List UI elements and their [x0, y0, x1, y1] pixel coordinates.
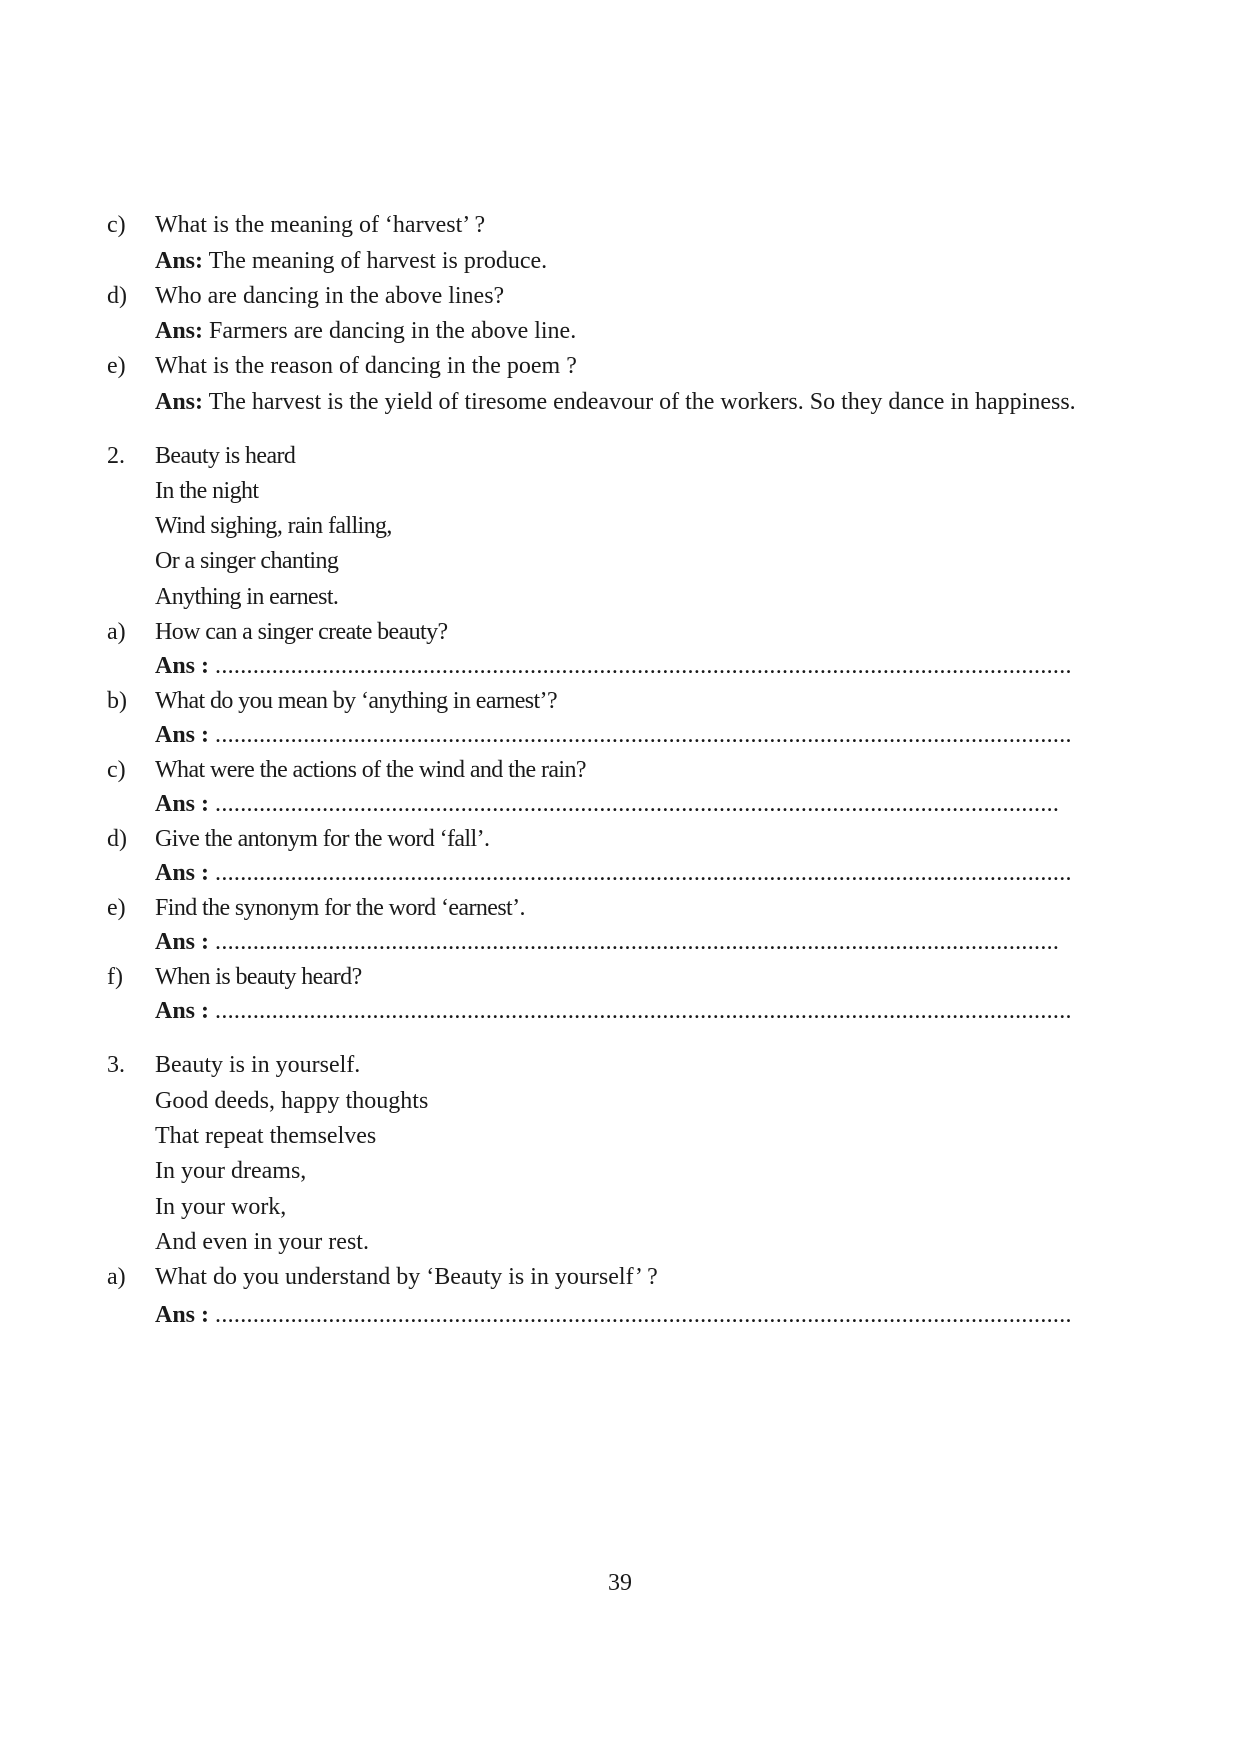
answer-label: Ans: [155, 248, 204, 274]
section-3-poem-line-4 [107, 1151, 1107, 1191]
poem-line: Wind sighing, rain falling, [155, 513, 392, 539]
answer-text: The harvest is the yield of tiresome endeavour of the workers. So they dance in happiness. [203, 389, 1076, 415]
answer-2e [107, 922, 1107, 962]
answer-1e [107, 382, 1107, 422]
answer-line [155, 382, 1076, 422]
section-3-poem-line-3 [107, 1116, 1107, 1156]
question-1c [107, 205, 1107, 245]
section-2-poem-line-4 [107, 541, 1107, 581]
poem-line: Or a singer chanting [155, 548, 339, 574]
question-text: What is the reason of dancing in the poem ? [155, 353, 577, 379]
question-marker: d) [107, 283, 127, 309]
question-marker: d) [107, 826, 127, 852]
section-2-poem-line-1 [107, 436, 1107, 476]
answer-line [155, 1295, 1077, 1335]
answer-label: Ans: [155, 318, 204, 344]
answer-blank: ........................................................................................................................................ [215, 998, 1072, 1024]
answer-2b [107, 715, 1107, 755]
section-3-poem-line-6 [107, 1222, 1107, 1262]
answer-text: Farmers are dancing in the above line. [203, 318, 577, 344]
section-number: 3. [107, 1052, 125, 1078]
answer-label: Ans : [155, 929, 210, 955]
poem-line: Beauty is in yourself. [155, 1052, 361, 1078]
answer-2d [107, 853, 1107, 893]
answer-blank: ........................................................................................................................................ [215, 1302, 1072, 1328]
question-text: Give the antonym for the word ‘fall’. [155, 826, 490, 852]
section-2-poem-line-2 [107, 471, 1107, 511]
answer-line [155, 922, 1071, 962]
answer-line [155, 311, 576, 351]
answer-3a [107, 1295, 1107, 1335]
answer-blank: ...................................................................................................................................... [215, 791, 1060, 817]
answer-1d [107, 311, 1107, 351]
section-3-poem-line-2 [107, 1081, 1107, 1121]
answer-label: Ans : [155, 791, 210, 817]
question-marker: c) [107, 212, 126, 238]
answer-label: Ans : [155, 860, 210, 886]
section-3-poem-line-1 [107, 1045, 1107, 1085]
answer-blank: ........................................................................................................................................ [215, 860, 1072, 886]
section-2-poem-line-3 [107, 506, 1107, 546]
poem-line: Good deeds, happy thoughts [155, 1088, 429, 1114]
answer-line [155, 241, 547, 281]
section-number: 2. [107, 443, 125, 469]
answer-blank: ........................................................................................................................................ [215, 653, 1072, 679]
question-marker: c) [107, 757, 126, 783]
poem-line: In the night [155, 478, 259, 504]
poem-line: That repeat themselves [155, 1123, 377, 1149]
answer-label: Ans : [155, 722, 210, 748]
answer-label: Ans: [155, 389, 204, 415]
question-text: Find the synonym for the word ‘earnest’. [155, 895, 525, 921]
answer-label: Ans : [155, 1302, 210, 1328]
answer-blank: ........................................................................................................................................ [215, 722, 1072, 748]
poem-line: Anything in earnest. [155, 584, 339, 610]
question-marker: b) [107, 688, 127, 714]
answer-1c [107, 241, 1107, 281]
poem-line: In your dreams, [155, 1158, 307, 1184]
answer-blank: ...................................................................................................................................... [215, 929, 1060, 955]
question-1e [107, 346, 1107, 386]
answer-label: Ans : [155, 998, 210, 1024]
question-text: When is beauty heard? [155, 964, 362, 990]
question-marker: e) [107, 353, 126, 379]
answer-2a [107, 646, 1107, 686]
poem-line: In your work, [155, 1194, 287, 1220]
question-1d [107, 276, 1107, 316]
answer-2f [107, 991, 1107, 1031]
answer-line [155, 991, 1077, 1031]
section-3-poem-line-5 [107, 1187, 1107, 1227]
answer-line [155, 646, 1077, 686]
answer-line [155, 784, 1071, 824]
answer-label: Ans : [155, 653, 210, 679]
question-3a [107, 1257, 1107, 1297]
question-text: What were the actions of the wind and the rain? [155, 757, 586, 783]
answer-text: The meaning of harvest is produce. [203, 248, 548, 274]
poem-line: Beauty is heard [155, 443, 296, 469]
question-text: How can a singer create beauty? [155, 619, 448, 645]
poem-line: And even in your rest. [155, 1229, 369, 1255]
question-marker: f) [107, 964, 123, 990]
question-text: Who are dancing in the above lines? [155, 283, 505, 309]
page-number: 39 [608, 1570, 632, 1596]
section-2-poem-line-5 [107, 577, 1107, 617]
question-marker: e) [107, 895, 126, 921]
answer-2c [107, 784, 1107, 824]
answer-line [155, 715, 1077, 755]
question-text: What do you mean by ‘anything in earnest’? [155, 688, 557, 714]
question-text: What do you understand by ‘Beauty is in yourself’ ? [155, 1264, 658, 1290]
question-marker: a) [107, 619, 126, 645]
question-text: What is the meaning of ‘harvest’ ? [155, 212, 486, 238]
answer-line [155, 853, 1077, 893]
question-marker: a) [107, 1264, 126, 1290]
